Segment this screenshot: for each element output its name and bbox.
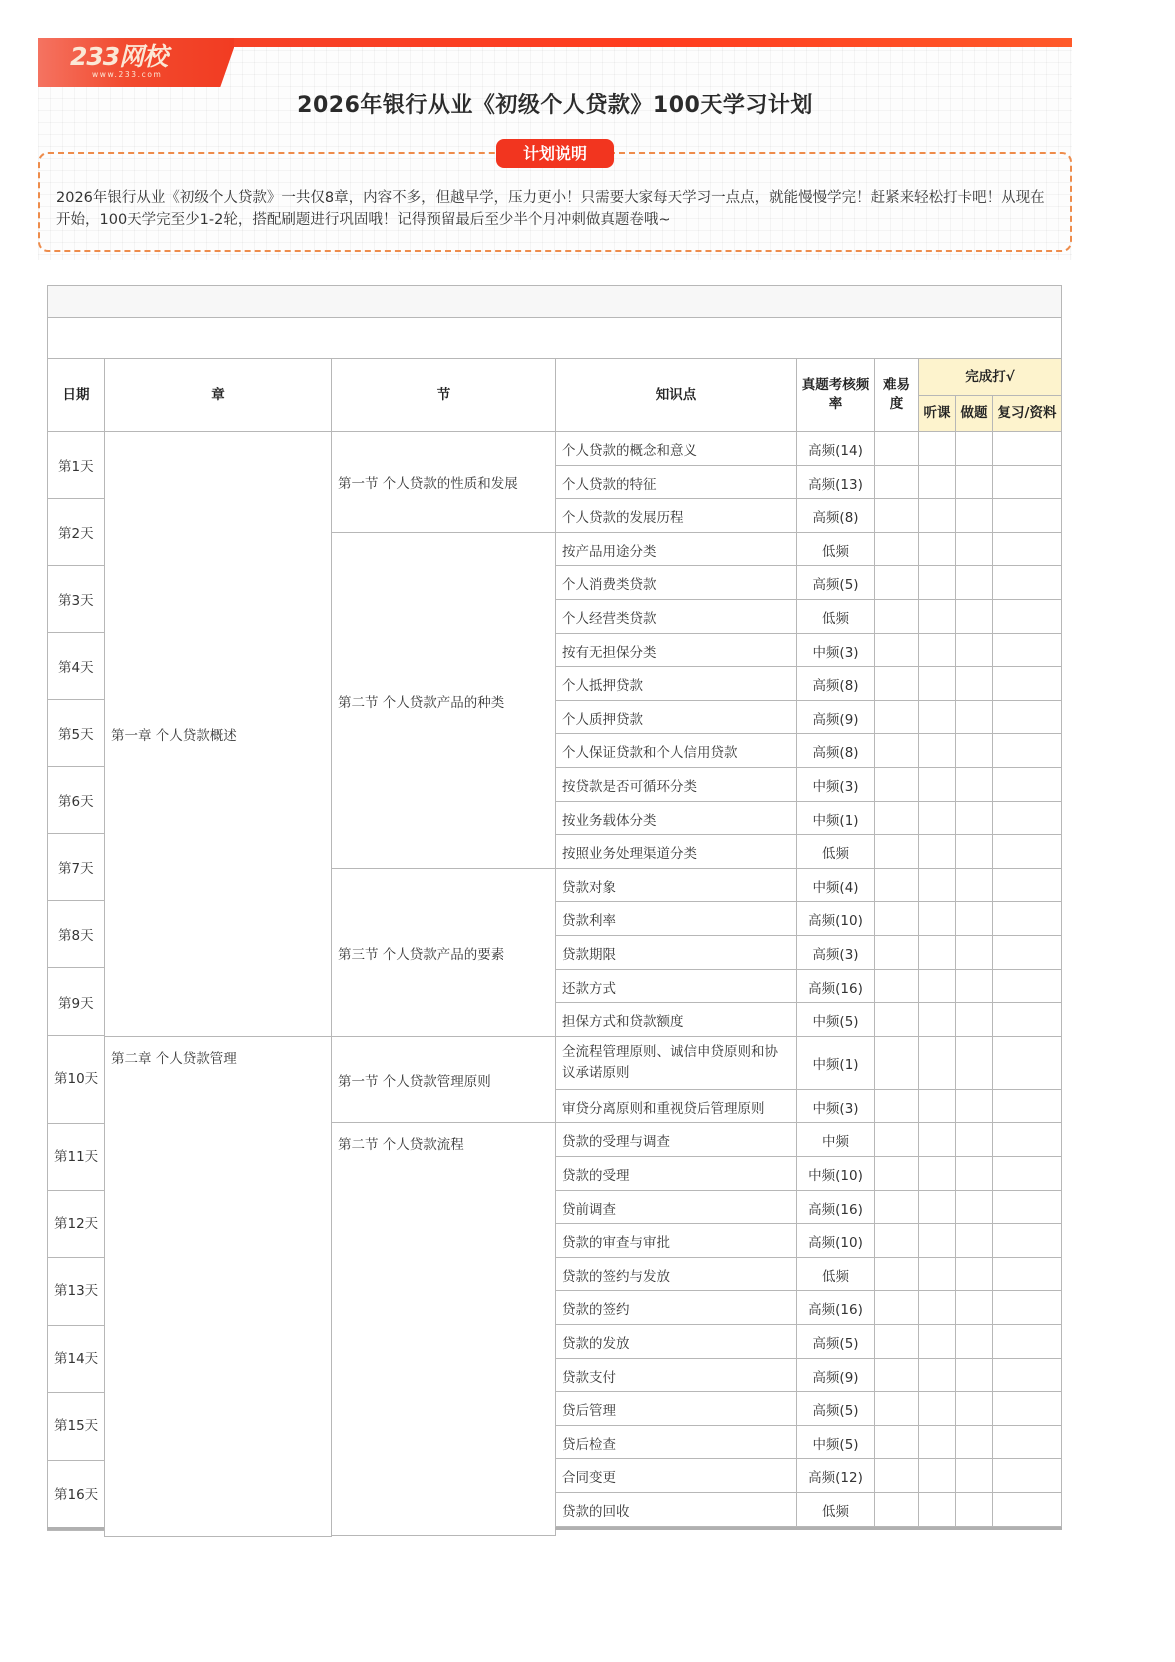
listen-checkbox-cell[interactable]: [918, 1458, 956, 1493]
frequency-cell: 中频(3): [796, 1089, 875, 1124]
day-cell: 第8天: [47, 900, 105, 968]
difficulty-cell: [874, 868, 919, 903]
difficulty-cell: [874, 1324, 919, 1359]
difficulty-cell: [874, 969, 919, 1004]
topic-cell: 贷款利率: [555, 901, 797, 936]
difficulty-cell: [874, 1122, 919, 1157]
review-checkbox-cell[interactable]: [992, 431, 1062, 466]
table-bottom-edge: [555, 1527, 1062, 1530]
topic-cell: 按有无担保分类: [555, 633, 797, 668]
review-checkbox-cell[interactable]: [992, 1002, 1062, 1037]
listen-checkbox-cell[interactable]: [918, 834, 956, 869]
section-cell: 第一节 个人贷款管理原则: [331, 1036, 556, 1124]
table-blank-row-1: [47, 285, 1062, 318]
practice-checkbox-cell[interactable]: [955, 599, 993, 634]
practice-checkbox-cell[interactable]: [955, 1156, 993, 1191]
topic-cell: 贷后管理: [555, 1391, 797, 1426]
listen-checkbox-cell[interactable]: [918, 767, 956, 802]
difficulty-cell: [874, 1089, 919, 1124]
practice-checkbox-cell[interactable]: [955, 1492, 993, 1527]
listen-checkbox-cell[interactable]: [918, 532, 956, 567]
difficulty-cell: [874, 1002, 919, 1037]
frequency-cell: 中频(3): [796, 767, 875, 802]
frequency-cell: 中频(10): [796, 1156, 875, 1191]
frequency-cell: 高频(9): [796, 1358, 875, 1393]
practice-checkbox-cell[interactable]: [955, 532, 993, 567]
practice-checkbox-cell[interactable]: [955, 666, 993, 701]
difficulty-cell: [874, 599, 919, 634]
listen-checkbox-cell[interactable]: [918, 1257, 956, 1292]
header-done: 完成打√: [918, 358, 1062, 396]
practice-checkbox-cell[interactable]: [955, 700, 993, 735]
difficulty-cell: [874, 532, 919, 567]
review-checkbox-cell[interactable]: [992, 801, 1062, 836]
study-plan-table: [47, 285, 1062, 1530]
listen-checkbox-cell[interactable]: [918, 801, 956, 836]
topic-cell: 按贷款是否可循环分类: [555, 767, 797, 802]
topic-cell: 个人抵押贷款: [555, 666, 797, 701]
review-checkbox-cell[interactable]: [992, 901, 1062, 936]
page-title: 2026年银行从业《初级个人贷款》100天学习计划: [297, 93, 813, 118]
practice-checkbox-cell[interactable]: [955, 801, 993, 836]
practice-checkbox-cell[interactable]: [955, 1257, 993, 1292]
review-checkbox-cell[interactable]: [992, 1122, 1062, 1157]
listen-checkbox-cell[interactable]: [918, 1358, 956, 1393]
frequency-cell: 中频(1): [796, 801, 875, 836]
day-cell: 第1天: [47, 431, 105, 499]
chapter-cell: 第一章 个人贷款概述: [104, 431, 332, 1037]
header-date: 日期: [47, 358, 105, 432]
difficulty-cell: [874, 498, 919, 533]
listen-checkbox-cell[interactable]: [918, 1324, 956, 1359]
topic-cell: 合同变更: [555, 1458, 797, 1493]
listen-checkbox-cell[interactable]: [918, 599, 956, 634]
difficulty-cell: [874, 431, 919, 466]
practice-checkbox-cell[interactable]: [955, 901, 993, 936]
listen-checkbox-cell[interactable]: [918, 935, 956, 970]
difficulty-cell: [874, 801, 919, 836]
practice-checkbox-cell[interactable]: [955, 1036, 993, 1090]
practice-checkbox-cell[interactable]: [955, 969, 993, 1004]
listen-checkbox-cell[interactable]: [918, 1122, 956, 1157]
frequency-cell: 高频(13): [796, 465, 875, 500]
header-difficulty: 难易度: [874, 358, 919, 432]
topic-cell: 个人保证贷款和个人信用贷款: [555, 733, 797, 768]
day-cell: 第15天: [47, 1392, 105, 1461]
review-checkbox-cell[interactable]: [992, 666, 1062, 701]
practice-checkbox-cell[interactable]: [955, 465, 993, 500]
topic-cell: 贷后检查: [555, 1425, 797, 1460]
listen-checkbox-cell[interactable]: [918, 1190, 956, 1225]
frequency-cell: 高频(14): [796, 431, 875, 466]
listen-checkbox-cell[interactable]: [918, 1156, 956, 1191]
day-cell: 第5天: [47, 699, 105, 767]
frequency-cell: 中频(5): [796, 1425, 875, 1460]
chapter-cell: 第二章 个人贷款管理: [104, 1036, 332, 1537]
practice-checkbox-cell[interactable]: [955, 498, 993, 533]
topic-cell: 个人贷款的概念和意义: [555, 431, 797, 466]
frequency-cell: 高频(10): [796, 901, 875, 936]
topic-cell: 按产品用途分类: [555, 532, 797, 567]
header-review: 复习/资料: [992, 395, 1062, 432]
practice-checkbox-cell[interactable]: [955, 565, 993, 600]
frequency-cell: 高频(8): [796, 498, 875, 533]
day-cell: 第6天: [47, 766, 105, 834]
listen-checkbox-cell[interactable]: [918, 1425, 956, 1460]
practice-checkbox-cell[interactable]: [955, 1391, 993, 1426]
header-listen: 听课: [918, 395, 956, 432]
frequency-cell: 高频(9): [796, 700, 875, 735]
practice-checkbox-cell[interactable]: [955, 767, 993, 802]
listen-checkbox-cell[interactable]: [918, 700, 956, 735]
review-checkbox-cell[interactable]: [992, 1358, 1062, 1393]
header-topic: 知识点: [555, 358, 797, 432]
difficulty-cell: [874, 733, 919, 768]
difficulty-cell: [874, 935, 919, 970]
review-checkbox-cell[interactable]: [992, 868, 1062, 903]
difficulty-cell: [874, 834, 919, 869]
day-cell: 第2天: [47, 498, 105, 566]
review-checkbox-cell[interactable]: [992, 465, 1062, 500]
listen-checkbox-cell[interactable]: [918, 901, 956, 936]
practice-checkbox-cell[interactable]: [955, 1002, 993, 1037]
frequency-cell: 中频: [796, 1122, 875, 1157]
difficulty-cell: [874, 666, 919, 701]
day-cell: 第3天: [47, 565, 105, 633]
section-cell: 第三节 个人贷款产品的要素: [331, 868, 556, 1037]
topic-cell: 个人贷款的发展历程: [555, 498, 797, 533]
review-checkbox-cell[interactable]: [992, 498, 1062, 533]
day-cell: 第12天: [47, 1190, 105, 1258]
listen-checkbox-cell[interactable]: [918, 1002, 956, 1037]
review-checkbox-cell[interactable]: [992, 834, 1062, 869]
day-cell: 第10天: [47, 1035, 105, 1124]
practice-checkbox-cell[interactable]: [955, 1358, 993, 1393]
review-checkbox-cell[interactable]: [992, 1089, 1062, 1124]
frequency-cell: 高频(5): [796, 1324, 875, 1359]
listen-checkbox-cell[interactable]: [918, 1089, 956, 1124]
review-checkbox-cell[interactable]: [992, 700, 1062, 735]
practice-checkbox-cell[interactable]: [955, 868, 993, 903]
topic-cell: 贷款的受理与调查: [555, 1122, 797, 1157]
day-cell: 第9天: [47, 967, 105, 1036]
difficulty-cell: [874, 767, 919, 802]
topic-cell: 贷前调查: [555, 1190, 797, 1225]
practice-checkbox-cell[interactable]: [955, 1223, 993, 1258]
frequency-cell: 高频(16): [796, 1290, 875, 1325]
practice-checkbox-cell[interactable]: [955, 733, 993, 768]
difficulty-cell: [874, 465, 919, 500]
topic-cell: 贷款对象: [555, 868, 797, 903]
topic-cell: 贷款的签约与发放: [555, 1257, 797, 1292]
topic-cell: 贷款支付: [555, 1358, 797, 1393]
day-cell: 第14天: [47, 1325, 105, 1393]
frequency-cell: 高频(3): [796, 935, 875, 970]
listen-checkbox-cell[interactable]: [918, 431, 956, 466]
difficulty-cell: [874, 633, 919, 668]
header-chapter: 章: [104, 358, 332, 432]
header-frequency: 真题考核频率: [796, 358, 875, 432]
practice-checkbox-cell[interactable]: [955, 935, 993, 970]
difficulty-cell: [874, 1223, 919, 1258]
review-checkbox-cell[interactable]: [992, 1257, 1062, 1292]
frequency-cell: 低频: [796, 532, 875, 567]
topic-cell: 个人质押贷款: [555, 700, 797, 735]
frequency-cell: 高频(12): [796, 1458, 875, 1493]
review-checkbox-cell[interactable]: [992, 1156, 1062, 1191]
listen-checkbox-cell[interactable]: [918, 565, 956, 600]
listen-checkbox-cell[interactable]: [918, 1391, 956, 1426]
topic-cell: 贷款的审查与审批: [555, 1223, 797, 1258]
listen-checkbox-cell[interactable]: [918, 1223, 956, 1258]
day-cell: 第4天: [47, 632, 105, 700]
review-checkbox-cell[interactable]: [992, 532, 1062, 567]
frequency-cell: 高频(8): [796, 666, 875, 701]
frequency-cell: 中频(5): [796, 1002, 875, 1037]
difficulty-cell: [874, 1190, 919, 1225]
difficulty-cell: [874, 700, 919, 735]
listen-checkbox-cell[interactable]: [918, 666, 956, 701]
difficulty-cell: [874, 1036, 919, 1090]
listen-checkbox-cell[interactable]: [918, 465, 956, 500]
listen-checkbox-cell[interactable]: [918, 633, 956, 668]
listen-checkbox-cell[interactable]: [918, 733, 956, 768]
topic-cell: 审贷分离原则和重视贷后管理原则: [555, 1089, 797, 1124]
plan-badge: 计划说明: [496, 139, 614, 168]
practice-checkbox-cell[interactable]: [955, 1089, 993, 1124]
listen-checkbox-cell[interactable]: [918, 1492, 956, 1527]
review-checkbox-cell[interactable]: [992, 1425, 1062, 1460]
practice-checkbox-cell[interactable]: [955, 1458, 993, 1493]
practice-checkbox-cell[interactable]: [955, 1190, 993, 1225]
difficulty-cell: [874, 1458, 919, 1493]
review-checkbox-cell[interactable]: [992, 1290, 1062, 1325]
day-cell: 第11天: [47, 1123, 105, 1191]
frequency-cell: 高频(5): [796, 1391, 875, 1426]
difficulty-cell: [874, 901, 919, 936]
difficulty-cell: [874, 1391, 919, 1426]
review-checkbox-cell[interactable]: [992, 599, 1062, 634]
review-checkbox-cell[interactable]: [992, 1190, 1062, 1225]
difficulty-cell: [874, 1358, 919, 1393]
review-checkbox-cell[interactable]: [992, 1223, 1062, 1258]
topic-cell: 贷款的发放: [555, 1324, 797, 1359]
topic-cell: 贷款的受理: [555, 1156, 797, 1191]
topic-cell: 个人经营类贷款: [555, 599, 797, 634]
difficulty-cell: [874, 565, 919, 600]
listen-checkbox-cell[interactable]: [918, 498, 956, 533]
day-cell: 第16天: [47, 1460, 105, 1531]
review-checkbox-cell[interactable]: [992, 1324, 1062, 1359]
difficulty-cell: [874, 1290, 919, 1325]
topic-cell: 按业务载体分类: [555, 801, 797, 836]
difficulty-cell: [874, 1492, 919, 1527]
topic-cell: 贷款期限: [555, 935, 797, 970]
frequency-cell: 高频(10): [796, 1223, 875, 1258]
listen-checkbox-cell[interactable]: [918, 1290, 956, 1325]
review-checkbox-cell[interactable]: [992, 1036, 1062, 1090]
frequency-cell: 中频(3): [796, 633, 875, 668]
practice-checkbox-cell[interactable]: [955, 1425, 993, 1460]
frequency-cell: 低频: [796, 834, 875, 869]
table-blank-row-2: [47, 317, 1062, 359]
review-checkbox-cell[interactable]: [992, 767, 1062, 802]
frequency-cell: 高频(8): [796, 733, 875, 768]
header-section: 节: [331, 358, 556, 432]
difficulty-cell: [874, 1156, 919, 1191]
section-cell: 第一节 个人贷款的性质和发展: [331, 431, 556, 533]
difficulty-cell: [874, 1425, 919, 1460]
listen-checkbox-cell[interactable]: [918, 1036, 956, 1090]
review-checkbox-cell[interactable]: [992, 633, 1062, 668]
topic-cell: 贷款的回收: [555, 1492, 797, 1527]
brand-logo: 233网校: [70, 42, 168, 71]
frequency-cell: 低频: [796, 1492, 875, 1527]
frequency-cell: 高频(16): [796, 969, 875, 1004]
topic-cell: 贷款的签约: [555, 1290, 797, 1325]
topic-cell: 按照业务处理渠道分类: [555, 834, 797, 869]
listen-checkbox-cell[interactable]: [918, 969, 956, 1004]
frequency-cell: 高频(16): [796, 1190, 875, 1225]
table-bottom-edge: [47, 1527, 104, 1530]
topic-cell: 还款方式: [555, 969, 797, 1004]
review-checkbox-cell[interactable]: [992, 969, 1062, 1004]
practice-checkbox-cell[interactable]: [955, 1290, 993, 1325]
review-checkbox-cell[interactable]: [992, 1492, 1062, 1527]
frequency-cell: 低频: [796, 599, 875, 634]
day-cell: 第13天: [47, 1257, 105, 1326]
topic-cell: 个人贷款的特征: [555, 465, 797, 500]
frequency-cell: 中频(4): [796, 868, 875, 903]
review-checkbox-cell[interactable]: [992, 565, 1062, 600]
review-checkbox-cell[interactable]: [992, 733, 1062, 768]
practice-checkbox-cell[interactable]: [955, 1122, 993, 1157]
review-checkbox-cell[interactable]: [992, 1391, 1062, 1426]
header-practice: 做题: [955, 395, 993, 432]
frequency-cell: 低频: [796, 1257, 875, 1292]
section-cell: 第二节 个人贷款流程: [331, 1122, 556, 1536]
topic-cell: 全流程管理原则、诚信申贷原则和协议承诺原则: [555, 1036, 797, 1090]
topic-cell: 担保方式和贷款额度: [555, 1002, 797, 1037]
practice-checkbox-cell[interactable]: [955, 431, 993, 466]
review-checkbox-cell[interactable]: [992, 935, 1062, 970]
day-cell: 第7天: [47, 833, 105, 901]
practice-checkbox-cell[interactable]: [955, 633, 993, 668]
section-cell: 第二节 个人贷款产品的种类: [331, 532, 556, 869]
plan-description: 2026年银行从业《初级个人贷款》一共仅8章，内容不多，但越早学，压力更小！只需要大家每天学习一点点，就能慢慢学完！赶紧来轻松打卡吧！从现在开始，100天学完至少1-2轮，搭配刷题进行巩固哦！记得预留最后至少半个月冲刺做真题卷哦~: [56, 190, 1045, 228]
review-checkbox-cell[interactable]: [992, 1458, 1062, 1493]
frequency-cell: 中频(1): [796, 1036, 875, 1090]
listen-checkbox-cell[interactable]: [918, 868, 956, 903]
practice-checkbox-cell[interactable]: [955, 834, 993, 869]
brand-url: www.233.com: [92, 70, 163, 79]
topic-cell: 个人消费类贷款: [555, 565, 797, 600]
frequency-cell: 高频(5): [796, 565, 875, 600]
difficulty-cell: [874, 1257, 919, 1292]
practice-checkbox-cell[interactable]: [955, 1324, 993, 1359]
